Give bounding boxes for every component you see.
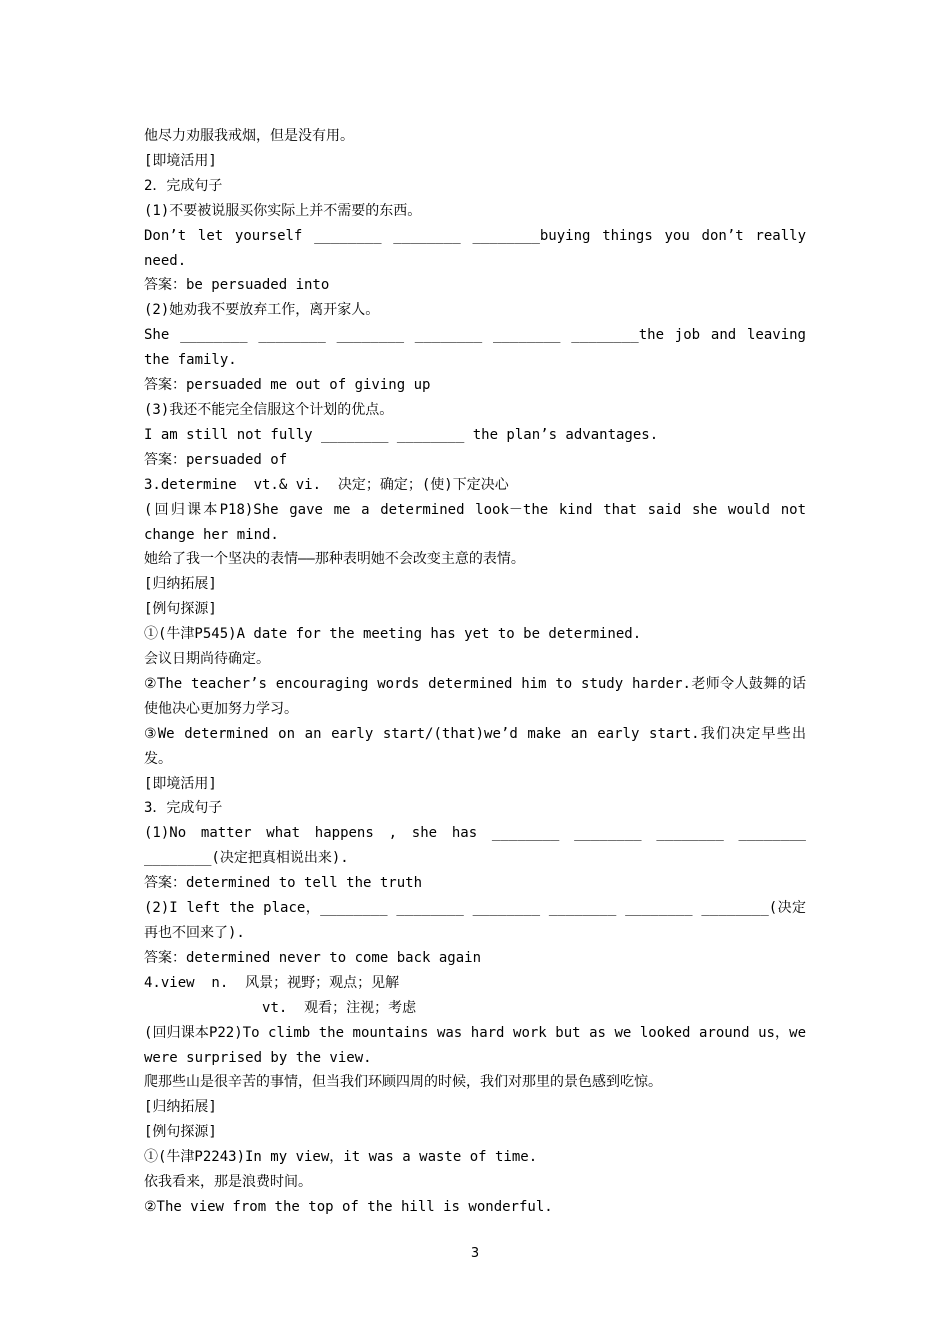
- example-sentence: ①(牛津P2243)In my view，it was a waste of time.: [144, 1149, 538, 1166]
- exercise-sentence: She ________ ________ ________ ________ ________ ________the job and leaving the family.: [144, 327, 815, 369]
- exercise-sentence: (2)I left the place，________ ________ ________ ________ ________ ________(决定再也不回来了).: [144, 900, 806, 941]
- answer-line: 答案：persuaded of: [144, 451, 288, 468]
- exercise-prompt: (3)我还不能完全信服这个计划的优点。: [144, 401, 394, 418]
- textbook-example: (回归课本P22)To climb the mountains was hard work but as we looked around us，we were surprised by the view.: [144, 1024, 815, 1066]
- page-number: 3: [470, 1246, 480, 1261]
- translation-line: 她给了我一个坚决的表情——那种表明她不会改变主意的表情。: [144, 551, 525, 568]
- answer-line: 答案：persuaded me out of giving up: [144, 377, 431, 394]
- document-body: [144, 124, 815, 1220]
- example-sentence: ③We determined on an early start/(that)we’d make an early start.我们决定早些出发。: [144, 725, 806, 767]
- section-label: [例句探源]: [144, 1124, 217, 1141]
- answer-line: 答案：determined never to come back again: [144, 949, 482, 966]
- exercise-sentence: Don’t let yourself ________ ________ ________buying things you don’t really need.: [144, 227, 815, 269]
- translation-line: 会议日期尚待确定。: [144, 651, 270, 668]
- section-label: [归纳拓展]: [144, 1099, 217, 1116]
- example-sentence: ②The view from the top of the hill is wonderful.: [144, 1198, 553, 1215]
- exercise-prompt: (2)她劝我不要放弃工作，离开家人。: [144, 302, 380, 319]
- vocab-entry: 3.determine vt.& vi. 决定；确定；(使)下定决心: [144, 476, 509, 493]
- translation-line: 爬那些山是很辛苦的事情，但当我们环顾四周的时候，我们对那里的景色感到吃惊。: [144, 1074, 662, 1091]
- answer-line: 答案：determined to tell the truth: [144, 875, 423, 892]
- translation-line: 依我看来，那是浪费时间。: [144, 1174, 312, 1191]
- section-label: [例句探源]: [144, 601, 217, 618]
- section-label: [归纳拓展]: [144, 576, 217, 593]
- textbook-example: (回归课本P18)She gave me a determined look－the kind that said she would not change her mind.: [144, 501, 815, 543]
- vocab-entry: 4.view n. 风景；视野；观点；见解: [144, 974, 400, 991]
- exercise-sentence: (1)No matter what happens , she has ________ ________ ________ ________ ________(决定把真相说出来).: [144, 825, 815, 867]
- exercise-heading: 3．完成句子: [144, 800, 223, 817]
- text-line: 他尽力劝服我戒烟，但是没有用。: [144, 128, 354, 144]
- exercise-heading: 2．完成句子: [144, 177, 223, 194]
- answer-line: 答案：be persuaded into: [144, 277, 330, 294]
- section-label: [即境活用]: [144, 152, 217, 169]
- example-sentence: ②The teacher’s encouraging words determined him to study harder.老师令人鼓舞的话使他决心更加努力学习。: [144, 675, 806, 717]
- section-label: [即境活用]: [144, 775, 217, 792]
- exercise-prompt: (1)不要被说服买你实际上并不需要的东西。: [144, 202, 422, 219]
- exercise-sentence: I am still not fully ________ ________ the plan’s advantages.: [144, 426, 659, 443]
- vocab-entry-continued: vt. 观看；注视；考虑: [144, 999, 417, 1016]
- example-sentence: ①(牛津P545)A date for the meeting has yet to be determined.: [144, 626, 642, 643]
